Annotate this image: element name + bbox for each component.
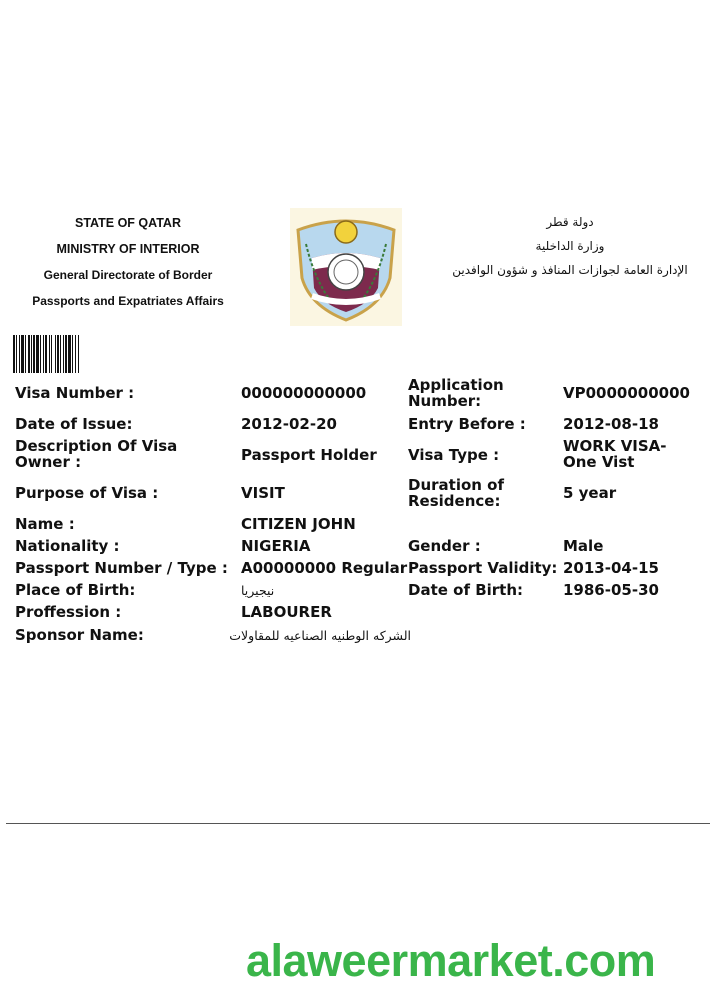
profession-label: Proffession : xyxy=(15,603,122,621)
header-ministry: MINISTRY OF INTERIOR xyxy=(56,242,200,256)
place-of-birth-value: نيجيريا xyxy=(241,583,275,598)
header-ministry-arabic: وزارة الداخلية xyxy=(535,239,605,253)
purpose-of-visa-label: Purpose of Visa : xyxy=(15,484,159,502)
entry-before-value: 2012-08-18 xyxy=(563,415,659,433)
barcode-icon xyxy=(13,335,119,373)
name-label: Name : xyxy=(15,515,75,533)
watermark-text: alaweermarket.com xyxy=(246,935,656,986)
visa-type-label: Visa Type : xyxy=(408,446,500,464)
ministry-emblem-icon xyxy=(290,208,402,326)
nationality-value: NIGERIA xyxy=(241,537,311,555)
header-directorate-arabic: الإدارة العامة لجوازات المنافذ و شؤون الوافدين xyxy=(452,263,688,277)
visa-number-value: 000000000000 xyxy=(241,384,367,402)
application-number-value: VP0000000000 xyxy=(563,384,690,402)
visa-number-label: Visa Number : xyxy=(15,384,135,402)
duration-of-residence-label: Duration of Residence: xyxy=(408,476,504,510)
divider-line xyxy=(6,823,710,824)
gender-label: Gender : xyxy=(408,537,481,555)
visa-type-value: WORK VISA- One Vist xyxy=(563,437,667,471)
description-of-visa-owner-value: Passport Holder xyxy=(241,446,377,464)
barcode-bar xyxy=(79,335,80,373)
passport-number-type-label: Passport Number / Type : xyxy=(15,559,228,577)
date-of-birth-value: 1986-05-30 xyxy=(563,581,659,599)
sponsor-name-label: Sponsor Name: xyxy=(15,626,144,644)
passport-number-type-value: A00000000 Regular xyxy=(241,559,408,577)
header-directorate: General Directorate of Border xyxy=(43,268,213,282)
header-department: Passports and Expatriates Affairs xyxy=(32,294,224,308)
application-number-label: Application Number: xyxy=(408,376,504,410)
date-of-issue-value: 2012-02-20 xyxy=(241,415,337,433)
name-value: CITIZEN JOHN xyxy=(241,515,356,533)
place-of-birth-label: Place of Birth: xyxy=(15,581,136,599)
profession-value: LABOURER xyxy=(241,603,332,621)
passport-validity-label: Passport Validity: xyxy=(408,559,558,577)
sponsor-name-value: الشركه الوطنيه الصناعيه للمقاولات xyxy=(229,628,411,643)
date-of-birth-label: Date of Birth: xyxy=(408,581,524,599)
header-english xyxy=(0,212,256,316)
header-state-arabic: دولة قطر xyxy=(546,215,594,229)
duration-of-residence-value: 5 year xyxy=(563,484,617,502)
header-arabic xyxy=(440,210,700,282)
nationality-label: Nationality : xyxy=(15,537,120,555)
passport-validity-value: 2013-04-15 xyxy=(563,559,659,577)
entry-before-label: Entry Before : xyxy=(408,415,526,433)
description-of-visa-owner-label: Description Of Visa Owner : xyxy=(15,437,178,471)
date-of-issue-label: Date of Issue: xyxy=(15,415,133,433)
gender-value: Male xyxy=(563,537,604,555)
purpose-of-visa-value: VISIT xyxy=(241,484,285,502)
header-state: STATE OF QATAR xyxy=(74,216,181,230)
